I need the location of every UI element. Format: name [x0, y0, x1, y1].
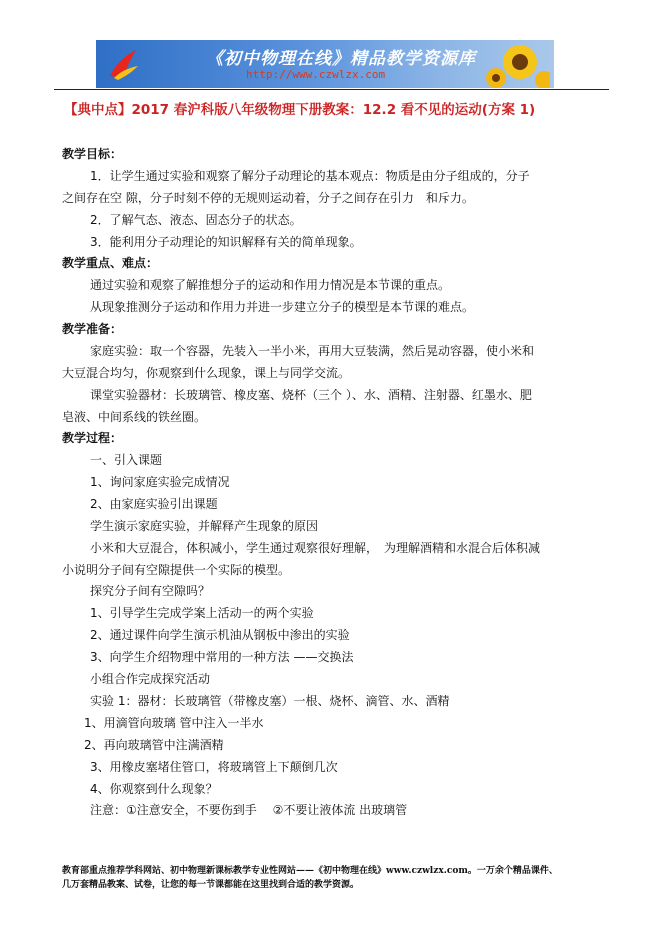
text-line: 3．能利用分子动理论的知识解释有关的简单现象。 [90, 235, 362, 249]
banner-url[interactable]: http://www.czwlzx.com [246, 68, 386, 81]
text-line: 1、用滴管向玻璃 管中注入一半水 [84, 716, 264, 730]
section-heading: 教学重点、难点： [62, 256, 159, 270]
text-line: 通过实验和观察了解推想分子的运动和作用力情况是本节课的重点。 [90, 278, 451, 292]
sunflower-icon [482, 40, 550, 88]
text-line: 课堂实验器材：长玻璃管、橡皮塞、烧杯（三个 ）、水、酒精、注射器、红墨水、肥 [90, 388, 532, 402]
footer-line-1: 教育部重点推荐学科网站、初中物理新课标教学专业性网站——《初中物理在线》www.czwlzx.com。一万余个精品课件、 [62, 866, 558, 876]
text-line: 大豆混合均匀，你观察到什么现象，课上与同学交流。 [62, 366, 351, 380]
text-line: 小米和大豆混合，体积减小，学生通过观察很好理解， 为理解酒精和水混合后体积减 [90, 541, 541, 555]
text-line: 之间存在空 隙，分子时刻不停的无规则运动着，分子之间存在引力 和斥力。 [62, 191, 474, 205]
text-line: 皂液、中间系线的铁丝圈。 [62, 410, 207, 424]
footer [62, 864, 558, 892]
text-line: 2、通过课件向学生演示机油从钢板中渗出的实验 [90, 628, 350, 642]
text-line: 从现象推测分子运动和作用力并进一步建立分子的模型是本节课的难点。 [90, 300, 475, 314]
text-line: 1．让学生通过实验和观察了解分子动理论的基本观点：物质是由分子组成的，分子 [90, 169, 530, 183]
header-rule [54, 89, 609, 90]
document-title: 【典中点】2017 春沪科版八年级物理下册教案：12.2 看不见的运动(方案 1) [64, 102, 536, 118]
text-line: 学生演示家庭实验，并解释产生现象的原因 [90, 519, 319, 533]
text-line: 3、向学生介绍物理中常用的一种方法 ——交换法 [90, 650, 354, 664]
text-line: 2、再向玻璃管中注满酒精 [84, 738, 224, 752]
text-line: 探究分子间有空隙吗？ [90, 584, 211, 598]
text-line: 实验 1：器材：长玻璃管（带橡皮塞）一根、烧杯、滴管、水、酒精 [90, 694, 450, 708]
text-line: 2．了解气态、液态、固态分子的状态。 [90, 213, 302, 227]
section-heading: 教学过程： [62, 431, 123, 445]
text-line: 小组合作完成探究活动 [90, 672, 211, 686]
section-heading: 教学准备： [62, 322, 123, 336]
section-heading: 教学目标： [62, 147, 123, 161]
text-line: 4、你观察到什么现象？ [90, 782, 218, 796]
text-line: 家庭实验：取一个容器，先装入一半小米，再用大豆装满，然后晃动容器，使小米和 [90, 344, 535, 358]
text-line: 注意：①注意安全，不要伤到手 ②不要让液体流 出玻璃管 [90, 803, 408, 817]
text-line: 小说明分子间有空隙提供一个实际的模型。 [62, 563, 291, 577]
banner-title: 《初中物理在线》精品教学资源库 [206, 49, 476, 69]
text-line: 3、用橡皮塞堵住管口，将玻璃管上下颠倒几次 [90, 760, 338, 774]
footer-line-2: 几万套精品教案、试卷，让您的每一节课都能在这里找到合适的教学资源。 [62, 880, 360, 890]
header-banner [96, 40, 554, 88]
text-line: 1、询问家庭实验完成情况 [90, 475, 230, 489]
text-line: 2、由家庭实验引出课题 [90, 497, 218, 511]
text-line: 一、引入课题 [90, 453, 163, 467]
text-line: 1、引导学生完成学案上活动一的两个实验 [90, 606, 314, 620]
site-logo-icon [106, 46, 142, 82]
